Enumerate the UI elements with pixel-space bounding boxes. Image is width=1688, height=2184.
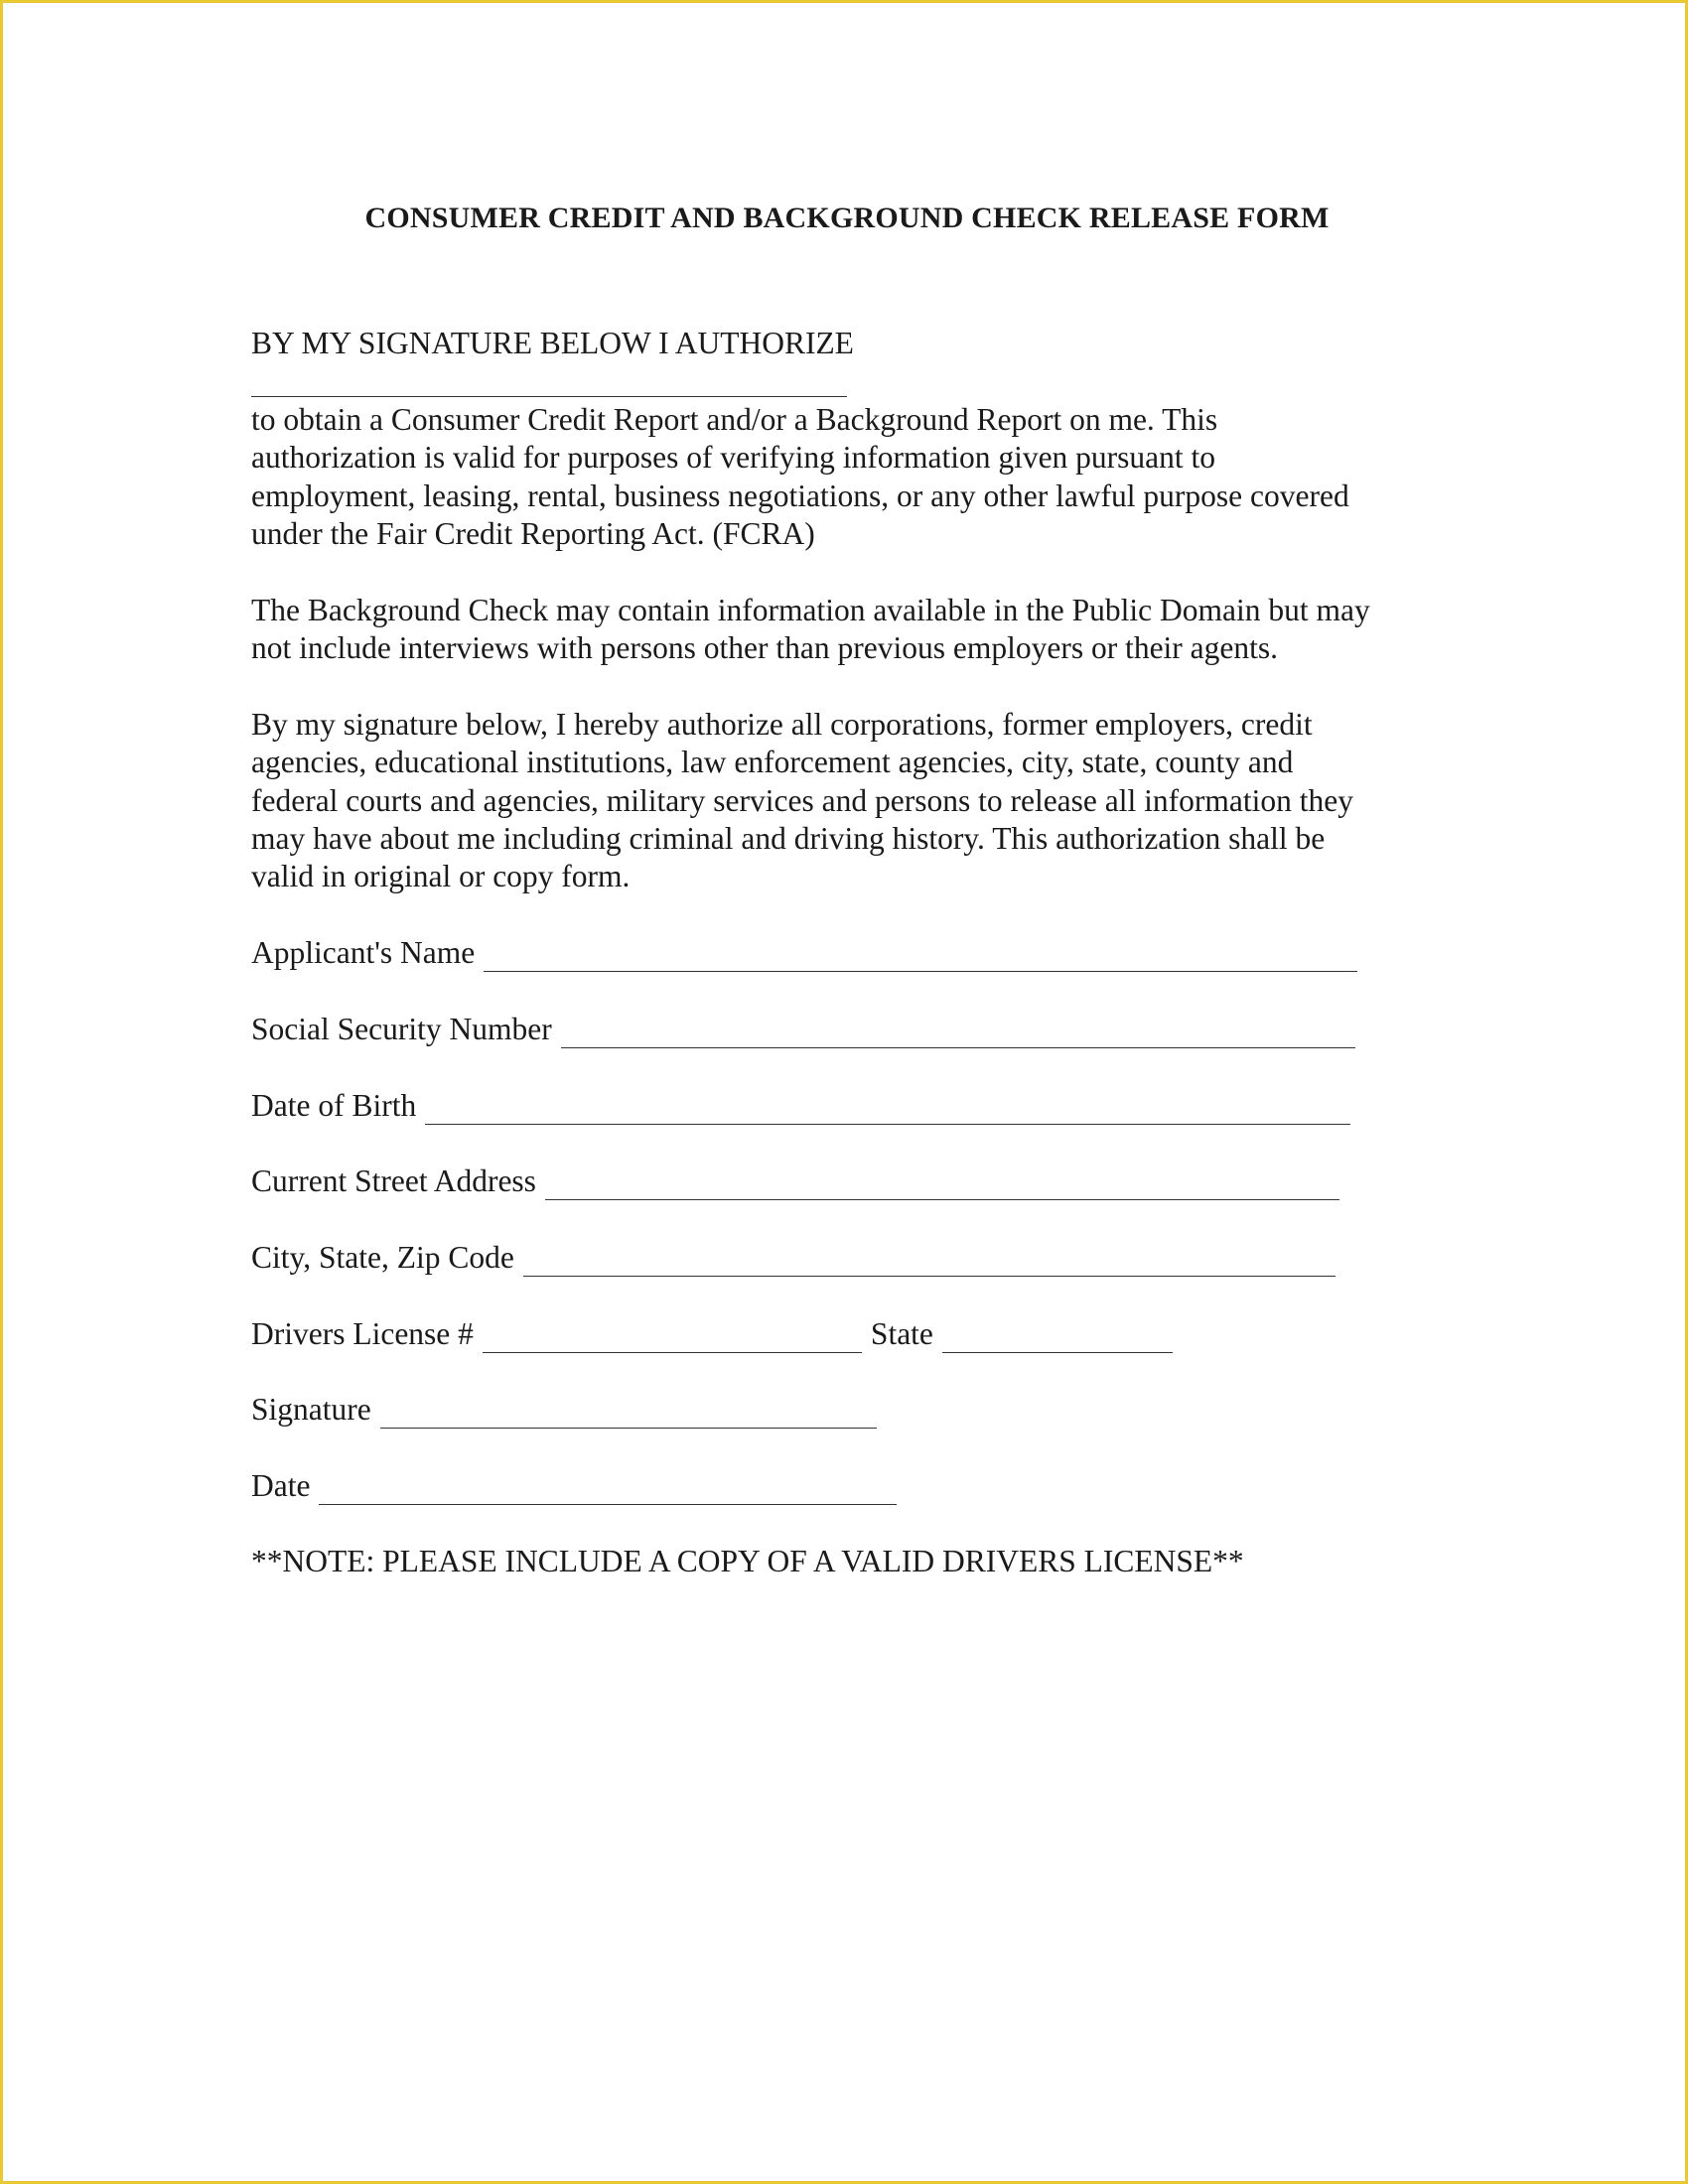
city-state-zip-row: [251, 1239, 1336, 1277]
street-address-field[interactable]: [545, 1169, 1339, 1200]
text-line: By my signature below, I hereby authorize all corporations, former employers, credit: [251, 707, 1313, 742]
text-line: agencies, educational institutions, law enforcement agencies, city, state, county and: [251, 745, 1294, 780]
drivers-license-note: **NOTE: PLEASE INCLUDE A COPY OF A VALID DRIVERS LICENSE**: [251, 1544, 1244, 1578]
text-line: may have about me including criminal and driving history. This authorization shall be: [251, 820, 1326, 856]
text-line: The Background Check may contain information available in the Public Domain but may: [251, 593, 1370, 627]
text-line: employment, leasing, rental, business negotiations, or any other lawful purpose covered: [251, 478, 1349, 513]
text-line: to obtain a Consumer Credit Report and/or a Background Report on me. This: [251, 402, 1218, 437]
street-address-label: Current Street Address: [251, 1163, 536, 1198]
text-line: authorization is valid for purposes of verifying information given pursuant to: [251, 440, 1216, 476]
street-address-row: [251, 1162, 1339, 1200]
signature-label: Signature: [251, 1392, 371, 1427]
ssn-field[interactable]: [561, 1018, 1355, 1048]
authorized-party-blank[interactable]: [251, 396, 847, 397]
ssn-label: Social Security Number: [251, 1012, 552, 1046]
date-field[interactable]: [319, 1474, 897, 1505]
drivers-license-field[interactable]: [483, 1322, 862, 1353]
text-line: valid in original or copy form.: [251, 859, 631, 894]
authorize-intro: BY MY SIGNATURE BELOW I AUTHORIZE: [251, 326, 854, 360]
text-line: not include interviews with persons other than previous employers or their agents.: [251, 630, 1279, 666]
paragraph-authorization-purpose: [251, 401, 1473, 553]
state-field[interactable]: [942, 1322, 1173, 1353]
state-label: State: [870, 1316, 933, 1351]
paragraph-background-check: [251, 592, 1473, 668]
date-row: [251, 1467, 897, 1505]
ssn-row: [251, 1011, 1355, 1048]
date-label: Date: [251, 1468, 311, 1503]
text-line: federal courts and agencies, military services and persons to release all information they: [251, 782, 1353, 818]
dob-label: Date of Birth: [251, 1088, 417, 1123]
drivers-license-label: Drivers License #: [251, 1316, 474, 1351]
city-state-zip-label: City, State, Zip Code: [251, 1240, 514, 1275]
signature-row: [251, 1391, 877, 1429]
applicant-name-label: Applicant's Name: [251, 935, 476, 970]
paragraph-release-authorization: [251, 706, 1473, 895]
form-title: CONSUMER CREDIT AND BACKGROUND CHECK RELEASE FORM: [364, 202, 1330, 234]
applicant-name-field[interactable]: [484, 941, 1357, 972]
signature-field[interactable]: [380, 1398, 877, 1429]
dob-row: [251, 1087, 1350, 1125]
drivers-license-row: [251, 1315, 1173, 1353]
city-state-zip-field[interactable]: [523, 1246, 1336, 1277]
text-line: under the Fair Credit Reporting Act. (FCRA): [251, 515, 815, 551]
applicant-name-row: [251, 934, 1357, 972]
dob-field[interactable]: [425, 1094, 1350, 1125]
